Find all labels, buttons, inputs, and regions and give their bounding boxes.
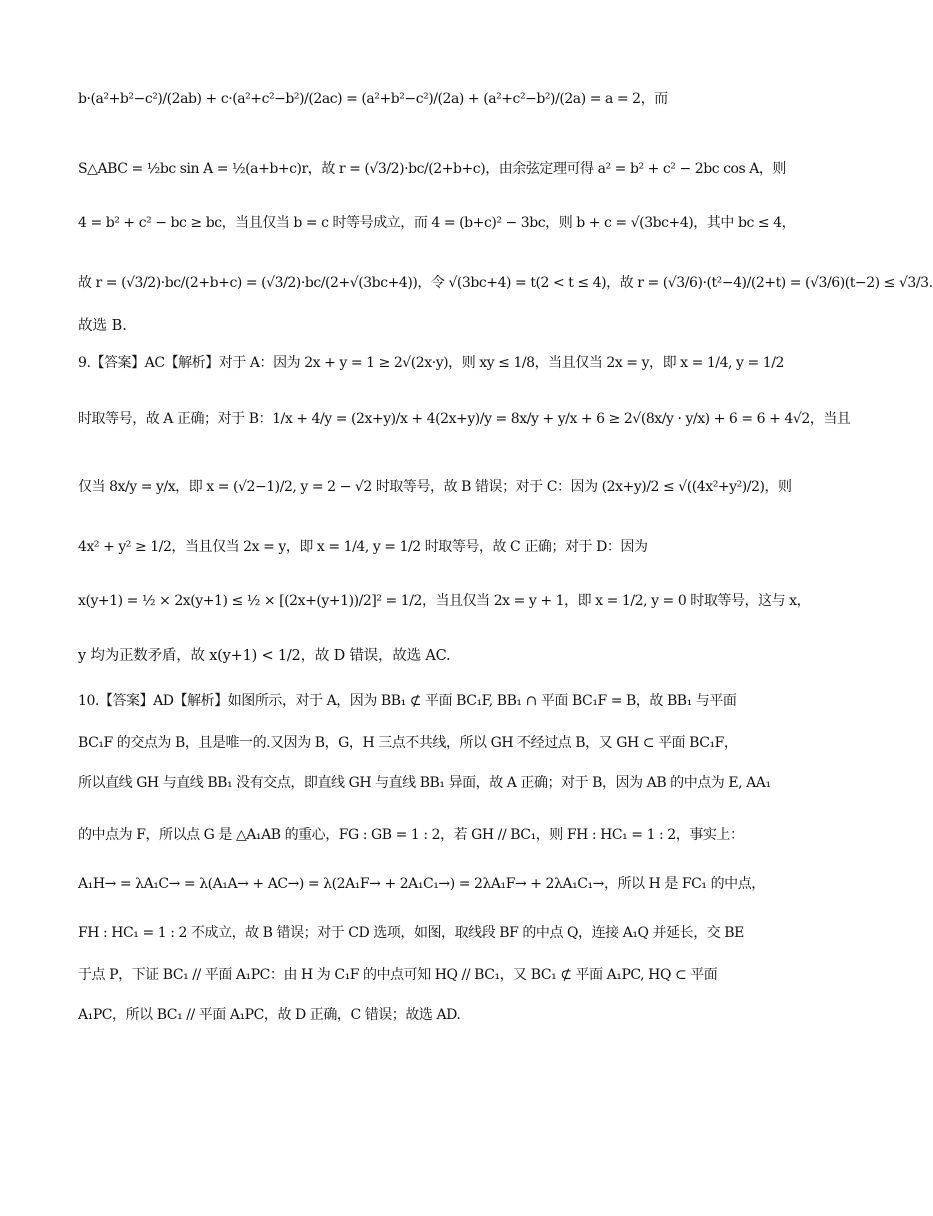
text-line: 4x² + y² ≥ 1/2，当且仅当 2x = y，即 x = 1/4, y = 1/2 时取等号，故 C 正确；对于 D：因为 xyxy=(78,539,648,555)
text-line: 所以直线 GH 与直线 BB₁ 没有交点，即直线 GH 与直线 BB₁ 异面，故 A 正确；对于 B，因为 AB 的中点为 E, AA₁ xyxy=(78,775,771,791)
text-line: S△ABC = ½bc sin A = ½(a+b+c)r，故 r = (√3/2)·bc/(2+b+c)，由余弦定理可得 a² = b² + c² − 2bc cos A，则 xyxy=(78,161,786,177)
text-line: 时取等号，故 A 正确；对于 B：1/x + 4/y = (2x+y)/x + 4(2x+y)/y = 8x/y + y/x + 6 ≥ 2√(8x/y · y/x) + 6 = 6 + 4√2，当且 xyxy=(78,411,851,427)
answer-10-heading: 10.【答案】AD【解析】如图所示，对于 A，因为 BB₁ ⊄ 平面 BC₁F, BB₁ ∩ 平面 BC₁F = B，故 BB₁ 与平面 xyxy=(78,693,737,709)
text-line: 故 r = (√3/2)·bc/(2+b+c) = (√3/2)·bc/(2+√(3bc+4))，令 √(3bc+4) = t(2 < t ≤ 4)，故 r = (√3/6)·(t²−4)/(2+t) = (√3/6)(t−2) ≤ √3/3. xyxy=(78,275,933,291)
answer-9-heading: 9.【答案】AC【解析】对于 A：因为 2x + y = 1 ≥ 2√(2x·y)，则 xy ≤ 1/8，当且仅当 2x = y，即 x = 1/4, y = 1/2 xyxy=(78,355,784,371)
text-line: BC₁F 的交点为 B，且是唯一的.又因为 B，G，H 三点不共线，所以 GH 不经过点 B，又 GH ⊂ 平面 BC₁F， xyxy=(78,735,738,751)
text-line: 4 = b² + c² − bc ≥ bc，当且仅当 b = c 时等号成立，而 4 = (b+c)² − 3bc，则 b + c = √(3bc+4)，其中 bc ≤ 4， xyxy=(78,215,796,231)
text-line: A₁H→ = λA₁C→ = λ(A₁A→ + AC→) = λ(2A₁F→ + 2A₁C₁→) = 2λA₁F→ + 2λA₁C₁→，所以 H 是 FC₁ 的中点， xyxy=(78,876,765,892)
text-line: 故选 B. xyxy=(78,318,127,334)
text-line: 于点 P，下证 BC₁ // 平面 A₁PC：由 H 为 C₁F 的中点可知 HQ // BC₁，又 BC₁ ⊄ 平面 A₁PC, HQ ⊂ 平面 xyxy=(78,967,718,983)
text-line: y 均为正数矛盾，故 x(y+1) < 1/2，故 D 错误，故选 AC. xyxy=(78,648,451,664)
text-line: x(y+1) = ½ × 2x(y+1) ≤ ½ × [(2x+(y+1))/2]² = 1/2，当且仅当 2x = y + 1，即 x = 1/2, y = 0 时取等号，这与 x， xyxy=(78,593,811,609)
text-line: b·(a²+b²−c²)/(2ab) + c·(a²+c²−b²)/(2ac) = (a²+b²−c²)/(2a) + (a²+c²−b²)/(2a) = a = 2，而 xyxy=(78,91,668,107)
text-line: A₁PC，所以 BC₁ // 平面 A₁PC，故 D 正确，C 错误；故选 AD. xyxy=(78,1007,461,1023)
text-line: 的中点为 F，所以点 G 是 △A₁AB 的重心，FG : GB = 1 : 2，若 GH // BC₁，则 FH : HC₁ = 1 : 2，事实上： xyxy=(78,827,744,843)
text-line: FH : HC₁ = 1 : 2 不成立，故 B 错误；对于 CD 选项，如图，取线段 BF 的中点 Q，连接 A₁Q 并延长，交 BE xyxy=(78,925,744,941)
text-line: 仅当 8x/y = y/x，即 x = (√2−1)/2, y = 2 − √2 时取等号，故 B 错误；对于 C：因为 (2x+y)/2 ≤ √((4x²+y²)/2)，则 xyxy=(78,479,792,495)
